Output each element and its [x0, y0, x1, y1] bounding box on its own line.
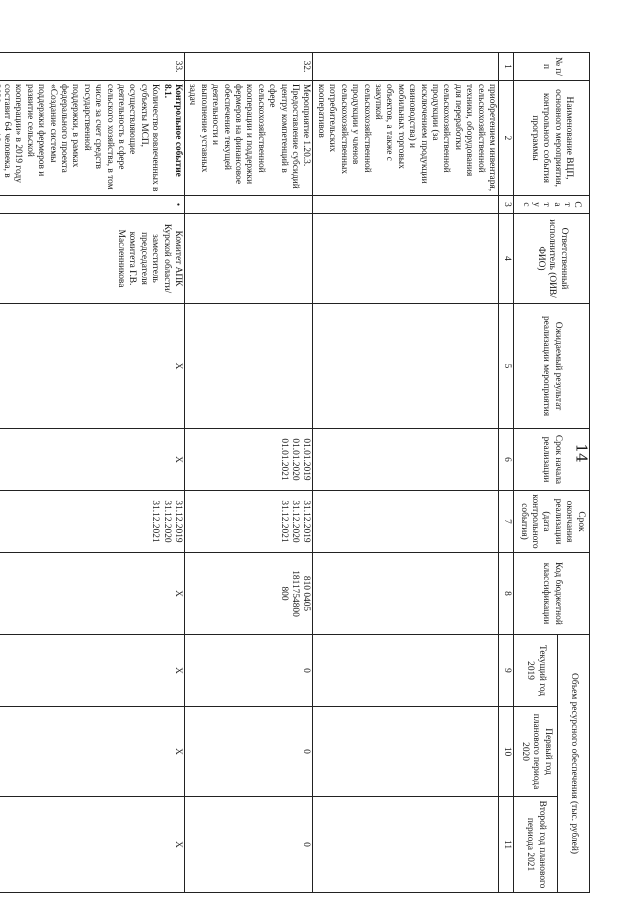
- colnum-2: 2: [499, 81, 514, 196]
- rotated-table-wrapper: [1, 52, 590, 892]
- row33-event-title: Контрольное событие 8.1.: [161, 84, 184, 177]
- row33-end: 31.12.2019 31.12.2020 31.12.2021: [0, 491, 185, 553]
- header-y2021: Второй год планового периода 2021: [514, 797, 558, 893]
- row-cont-num: [313, 53, 499, 81]
- header-y2020: Первый год планового периода 2020: [514, 707, 558, 797]
- row32-result: [185, 304, 313, 429]
- colnum-10: 10: [499, 707, 514, 797]
- row33-y2021: Х: [0, 797, 185, 893]
- header-start: Срок начала реализации: [514, 429, 590, 491]
- header-status: С т а т у с: [514, 196, 590, 214]
- row32-num: 32.: [185, 53, 313, 81]
- row33-result: Х: [0, 304, 185, 429]
- colnum-8: 8: [499, 553, 514, 635]
- colnum-4: 4: [499, 214, 514, 304]
- table-row-continuation: [313, 53, 499, 893]
- header-end: Срок окончания реализации (дата контрольного события): [514, 491, 590, 553]
- row33-y2019: Х: [0, 635, 185, 707]
- header-name: Наименование ВЦП, основного мероприятия, контрольного события программы: [514, 81, 590, 196]
- row32-y2020: 0: [185, 707, 313, 797]
- row32-y2019: 0: [185, 635, 313, 707]
- row32-name: Мероприятие 1.20.3. Предоставление субсидий центру компетенций в сфере сельскохозяйственной кооперации и поддержки фермеров на финансовое обеспечение текущей деятельности и выполнение уставных задач: [185, 81, 313, 196]
- row32-end: 31.12.2019 31.12.2020 31.12.2021: [185, 491, 313, 553]
- program-table: [0, 52, 590, 893]
- header-executor: Ответственный исполнитель (ОИВ/ФИО): [514, 214, 590, 304]
- row33-executor: Комитет АПК Курской области/заместитель председателя комитета Г.В. Масленникова: [0, 214, 185, 304]
- header-num: № п/ п: [514, 53, 590, 81]
- colnum-3: 3: [499, 196, 514, 214]
- row-cont-name: приобретением инвентаря, сельскохозяйственной техники, оборудования для переработки сельскохозяйственной продукции (за исключением продукции свиноводства) и мобильных торговых объектов, а также с закупкой сельскохозяйственной продукции у членов сельскохозяйственных потребительских кооперативов: [313, 81, 499, 196]
- row32-status: [185, 196, 313, 214]
- row33-name: Количество вовлеченных в субъекты МСП, осуществляющие деятельность в сфере сельского хозяйства, в том числе за счет средств государственной поддержки, в рамках федерального проекта «Создание системы поддержки фермеров и развитие сельской кооперации» в 2019 году составит 64 человека, в: [1, 84, 161, 192]
- table-row-33: [0, 53, 185, 893]
- colnum-9: 9: [499, 635, 514, 707]
- row32-budget-code: 810 0405 1811754800 800: [185, 553, 313, 635]
- row32-start: 01.01.2019 01.01.2020 01.01.2021: [185, 429, 313, 491]
- page-number: 14: [572, 443, 591, 463]
- row33-num: 33.: [0, 53, 185, 81]
- header-funding-group: Объем ресурсного обеспечения (тыс. рублей): [558, 635, 590, 893]
- colnum-5: 5: [499, 304, 514, 429]
- colnum-6: 6: [499, 429, 514, 491]
- header-row-1: [558, 53, 590, 893]
- colnum-7: 7: [499, 491, 514, 553]
- column-numbers-row: [499, 53, 514, 893]
- row32-y2021: 0: [185, 797, 313, 893]
- colnum-1: 1: [499, 53, 514, 81]
- row33-budget-code: Х: [0, 553, 185, 635]
- row33-y2020: Х: [0, 707, 185, 797]
- header-budget-code: Код бюджетной классификации: [514, 553, 590, 635]
- header-result: Ожидаемый результат реализации мероприятия: [514, 304, 590, 429]
- row33-name-cell: [0, 81, 185, 196]
- row33-start: Х: [0, 429, 185, 491]
- row32-executor: [185, 214, 313, 304]
- row33-status: •: [0, 196, 185, 214]
- table-row-32: [185, 53, 313, 893]
- colnum-11: 11: [499, 797, 514, 893]
- header-y2019: Текущий год 2019: [514, 635, 558, 707]
